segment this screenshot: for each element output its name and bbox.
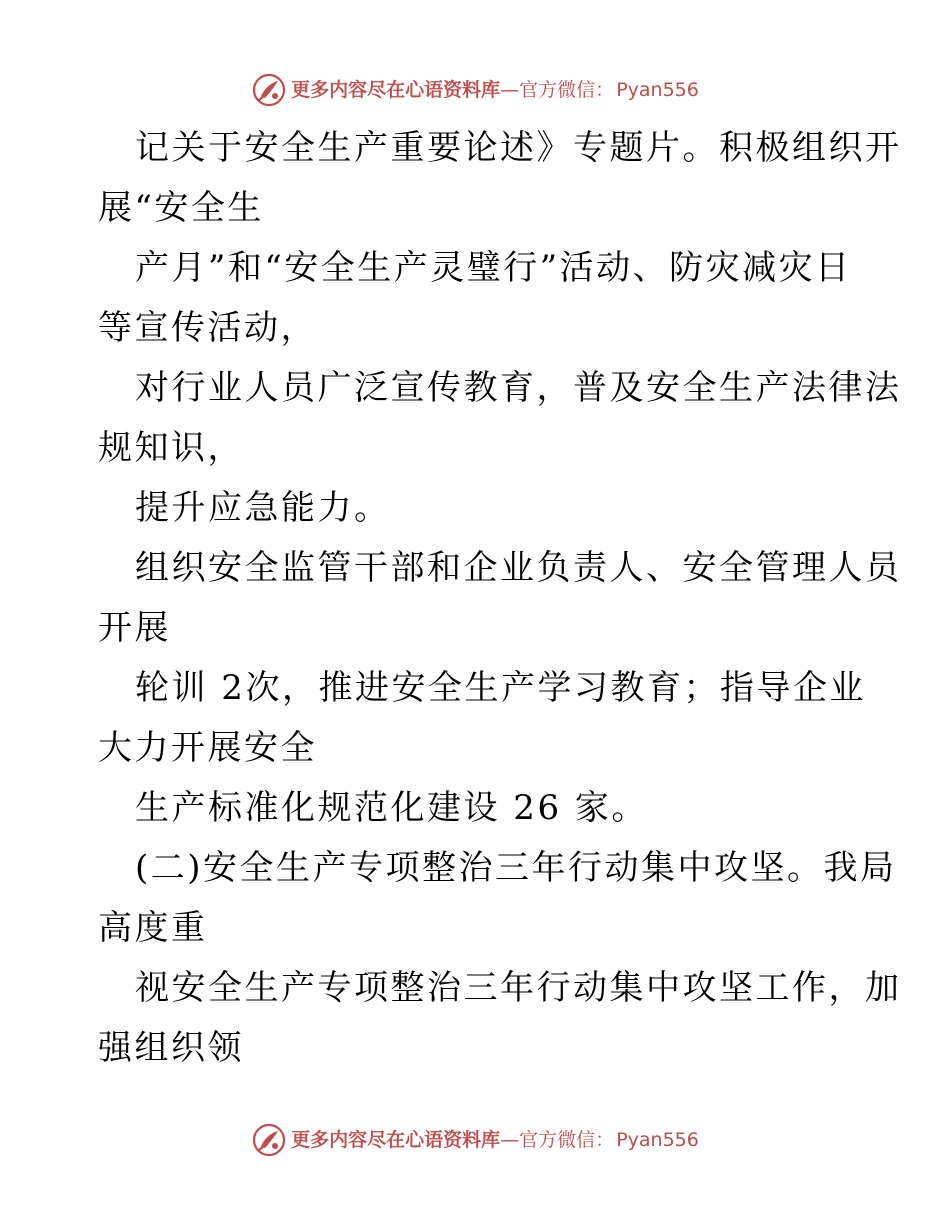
watermark-brand: 更多内容尽在心语资料库 [291, 1128, 501, 1151]
body-line: (二)安全生产专项整治三年行动集中攻坚。我局 [135, 848, 897, 888]
body-line: 组织安全监管干部和企业负责人、安全管理人员 [135, 548, 902, 588]
body-line: 视安全生产专项整治三年行动集中攻坚工作，加 [135, 968, 902, 1008]
body-line: 大力开展安全 [98, 728, 317, 768]
watermark-id: Pyan556 [616, 78, 699, 101]
body-line: 展“安全生 [98, 188, 264, 228]
body-line: 提升应急能力。 [135, 488, 391, 528]
footer-watermark [0, 1120, 950, 1160]
body-line: 产月”和“安全生产灵璧行”活动、防灾减灾日 [135, 248, 852, 288]
watermark-official: 官方微信 [519, 78, 596, 101]
watermark-official: 官方微信 [519, 1128, 596, 1151]
brush-pen-logo-icon [251, 72, 287, 108]
brush-pen-logo-icon [251, 1122, 287, 1158]
watermark-brand: 更多内容尽在心语资料库 [291, 78, 501, 101]
body-line: 对行业人员广泛宣传教育，普及安全生产法律法 [135, 368, 902, 408]
body-line: 轮训 2次，推进安全生产学习教育；指导企业 [135, 668, 866, 708]
body-text [98, 118, 902, 1078]
watermark-colon: ： [595, 78, 615, 101]
watermark-dash: — [500, 1128, 520, 1151]
body-line: 记关于安全生产重要论述》专题片。积极组织开 [135, 128, 902, 168]
body-line: 生产标准化规范化建设 26 家。 [135, 788, 648, 828]
watermark-dash: — [500, 78, 520, 101]
body-line: 高度重 [98, 908, 208, 948]
body-line: 强组织领 [98, 1028, 244, 1068]
body-line: 等宣传活动， [98, 308, 317, 348]
watermark-colon: ： [595, 1128, 615, 1151]
body-line: 开展 [98, 608, 171, 648]
header-watermark [0, 70, 950, 110]
body-line: 规知识， [98, 428, 244, 468]
watermark-id: Pyan556 [616, 1128, 699, 1151]
